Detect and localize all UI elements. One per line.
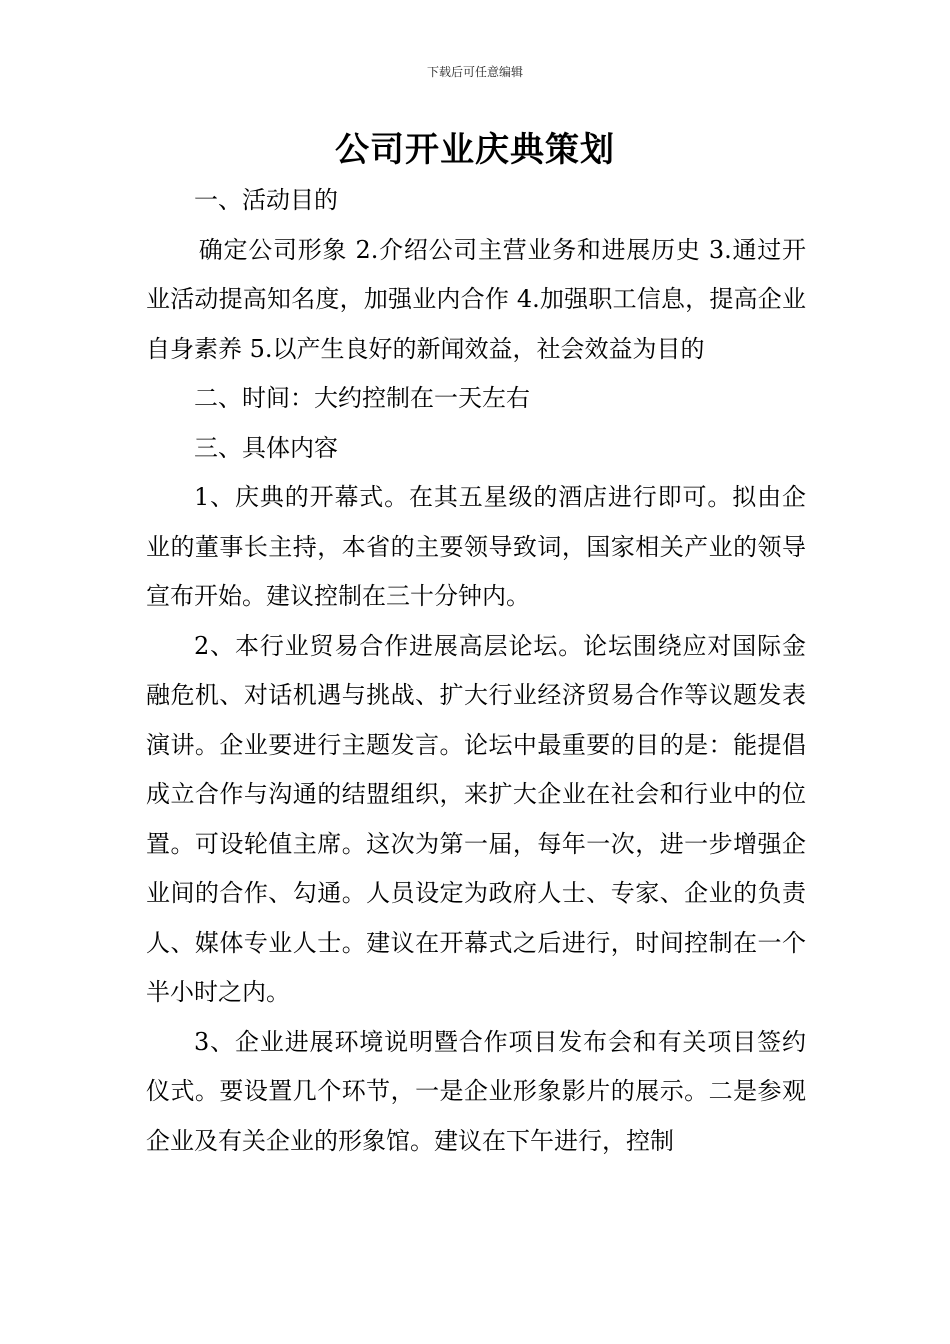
paragraph-release-conference: 3、企业进展环境说明暨合作项目发布会和有关项目签约仪式。要设置几个环节，一是企业形象影片的展示。二是参观企业及有关企业的形象馆。建议在下午进行，控制	[146, 1027, 806, 1155]
section-heading-time: 二、时间：大约控制在一天左右	[194, 384, 530, 412]
page-header-note: 下载后可任意编辑	[426, 65, 523, 79]
paragraph-purpose-details: 确定公司形象 2.介绍公司主营业务和进展历史 3.通过开业活动提高知名度，加强业内合作 4.加强职工信息，提高企业自身素养 5.以产生良好的新闻效益，社会效益为目的	[146, 235, 806, 363]
paragraph-opening-ceremony: 1、庆典的开幕式。在其五星级的酒店进行即可。拟由企业的董事长主持，本省的主要领导致词，国家相关产业的领导宣布开始。建议控制在三十分钟内。	[146, 483, 806, 610]
document-body	[146, 176, 806, 1166]
document-title: 公司开业庆典策划	[335, 130, 615, 170]
section-heading-purpose: 一、活动目的	[194, 186, 338, 214]
section-heading-content: 三、具体内容	[194, 433, 338, 462]
paragraph-forum: 2、本行业贸易合作进展高层论坛。论坛围绕应对国际金融危机、对话机遇与挑战、扩大行业经济贸易合作等议题发表演讲。企业要进行主题发言。论坛中最重要的目的是：能提倡成立合作与沟通的结盟组织，来扩大企业在社会和行业中的位置。可设轮值主席。这次为第一届，每年一次，进一步增强企业间的合作、勾通。人员设定为政府人士、专家、企业的负责人、媒体专业人士。建议在开幕式之后进行，时间控制在一个半小时之内。	[146, 631, 806, 1006]
